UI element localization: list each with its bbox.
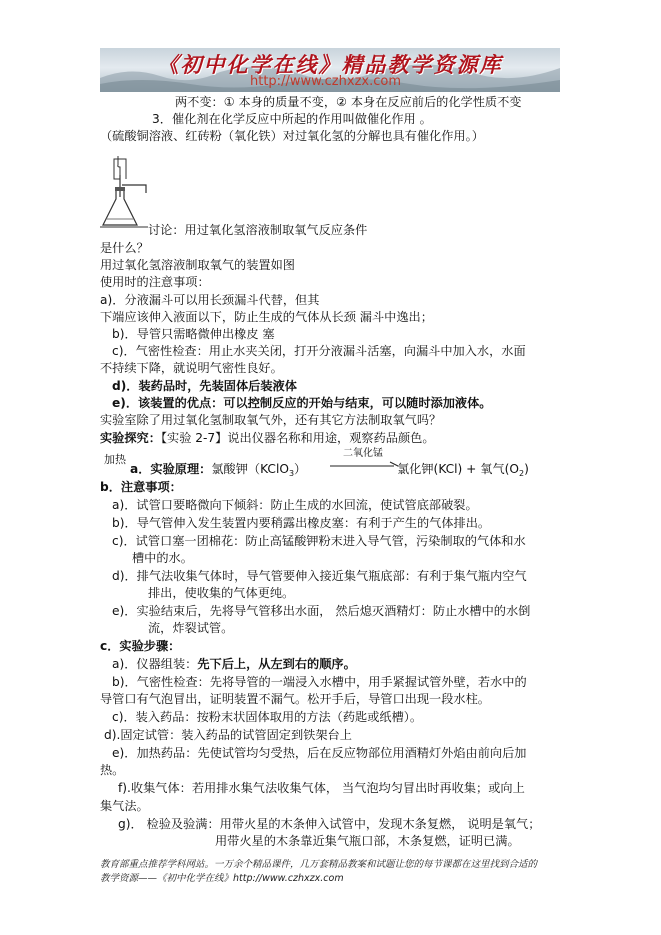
text-line: 3．催化剂在化学反应中所起的作用叫做催化作用 。 [152,112,432,126]
text-line: 讨论：用过氧化氢溶液制取氧气反应条件 [148,223,368,237]
text-line: e)．实验结束后，先将导气管移出水面， 然后熄灭酒精灯：防止水槽中的水倒 [112,604,531,618]
text-line: f).收集气体：若用排水集气法收集气体， 当气泡均匀冒出时再收集；或向上 [118,781,525,795]
text-line: 集气法。 [100,799,149,813]
text-line: a)．分液漏斗可以用长颈漏斗代替，但其 [100,293,320,307]
text-line: 排出，使收集的气体更纯。 [148,586,295,600]
text-line: 两不变：① 本身的质量不变，② 本身在反应前后的化学性质不变 [175,95,522,109]
reaction-products: 氯化钾(KCl) + 氧气$(O_2)$ [397,462,529,478]
text-line: e)．该装置的优点：可以控制反应的开始与结束，可以随时添加液体。 [112,396,492,410]
text-line: 槽中的水。 [132,551,193,565]
text-line: 用带火星的木条靠近集气瓶口部，木条复燃，证明已满。 [215,834,520,848]
text-line: c)．装入药品：按粉末状固体取用的方法（药匙或纸槽）。 [112,710,423,724]
text-line [100,430,435,446]
text-line: 热。 [100,763,125,777]
section-heading: b．注意事项： [100,480,182,494]
text-line: b)．气密性检查：先将导管的一端浸入水槽中，用手紧握试管外壁，若水中的 [112,675,527,689]
catalyst-label: 二氧化锰 [343,448,383,459]
text-line: g)． 检验及验满：用带火星的木条伸入试管中，发现木条复燃， 说明是氧气； [118,817,541,831]
text-line: b)．导管只需略微伸出橡皮 塞 [112,327,275,341]
text-line: a)．试管口要略微向下倾斜：防止生成的水回流，使试管底部破裂。 [112,498,478,512]
label-experiment: 实验探究： [100,431,161,445]
label-principle: 实验原理： [150,462,212,476]
header-banner [100,48,560,92]
text-line: d)．排气法收集气体时，导气管要伸入接近集气瓶底部：有利于集气瓶内空气 [112,569,527,583]
heat-label: 加热 [104,453,126,466]
text-line: c)．气密性检查：用止水夹关闭，打开分液漏斗活塞，向漏斗中加入水，水面 [112,344,526,358]
footer-text: 教育部重点推荐学科网站。一万余个精品课件，几万套精品教案和试题让您的每节课都在这里找到合适的 [100,859,538,870]
text-line: 流，炸裂试管。 [148,621,234,635]
text-line: 是什么？ [100,241,149,255]
text-line: c)．试管口塞一团棉花：防止高锰酸钾粉末进入导气管，污染制取的气体和水 [112,534,526,548]
text-line: 下端应该伸入液面以下，防止生成的气体从长颈 漏斗中逸出； [100,310,433,324]
text-line: 不持续下降，就说明气密性良好。 [100,361,283,375]
text-line: 导管口有气泡冒出，证明装置不漏气。松开手后，导管口出现一段水柱。 [100,692,490,706]
flask-apparatus-icon [100,155,150,231]
text-line: b)．导气管伸入发生装置内要稍露出橡皮塞：有利于产生的气体排出。 [112,516,491,530]
text-line: 实验室除了用过氧化氢制取氧气外，还有其它方法制取氧气吗？ [100,413,442,427]
footer-link[interactable]: 教学资源——《初中化学在线》http://www.czhxzx.com [100,873,344,884]
text-line: d).固定试管：装入药品的试管固定到铁架台上 [104,728,352,742]
banner-url[interactable]: http://www.czhxzx.com [250,74,401,89]
text-line: 用过氧化氢溶液制取氧气的装置如图 [100,258,295,272]
text-line: 使用时的注意事项： [100,275,210,289]
reaction-arrow-icon [330,457,400,475]
text-line: d)．装药品时，先装固体后装液体 [112,379,297,393]
section-heading: c．实验步骤： [100,639,181,653]
banner-title: 《初中化学在线》精品教学资源库 [157,52,503,77]
text-line: e)．加热药品：先使试管均匀受热，后在反应物部位用酒精灯外焰由前向后加 [112,746,527,760]
reaction-equation: a．实验原理：氯酸钾（KClO$_3$） [130,462,307,478]
experiment-text: 【实验 2-7】说出仪器名称和用途，观察药品颜色。 [160,431,435,445]
text-line: （硫酸铜溶液、红砖粉（氧化铁）对过氧化氢的分解也具有催化作用。） [100,129,484,143]
text-line: a)．仪器组装：先下后上，从左到右的顺序。 [112,657,356,671]
